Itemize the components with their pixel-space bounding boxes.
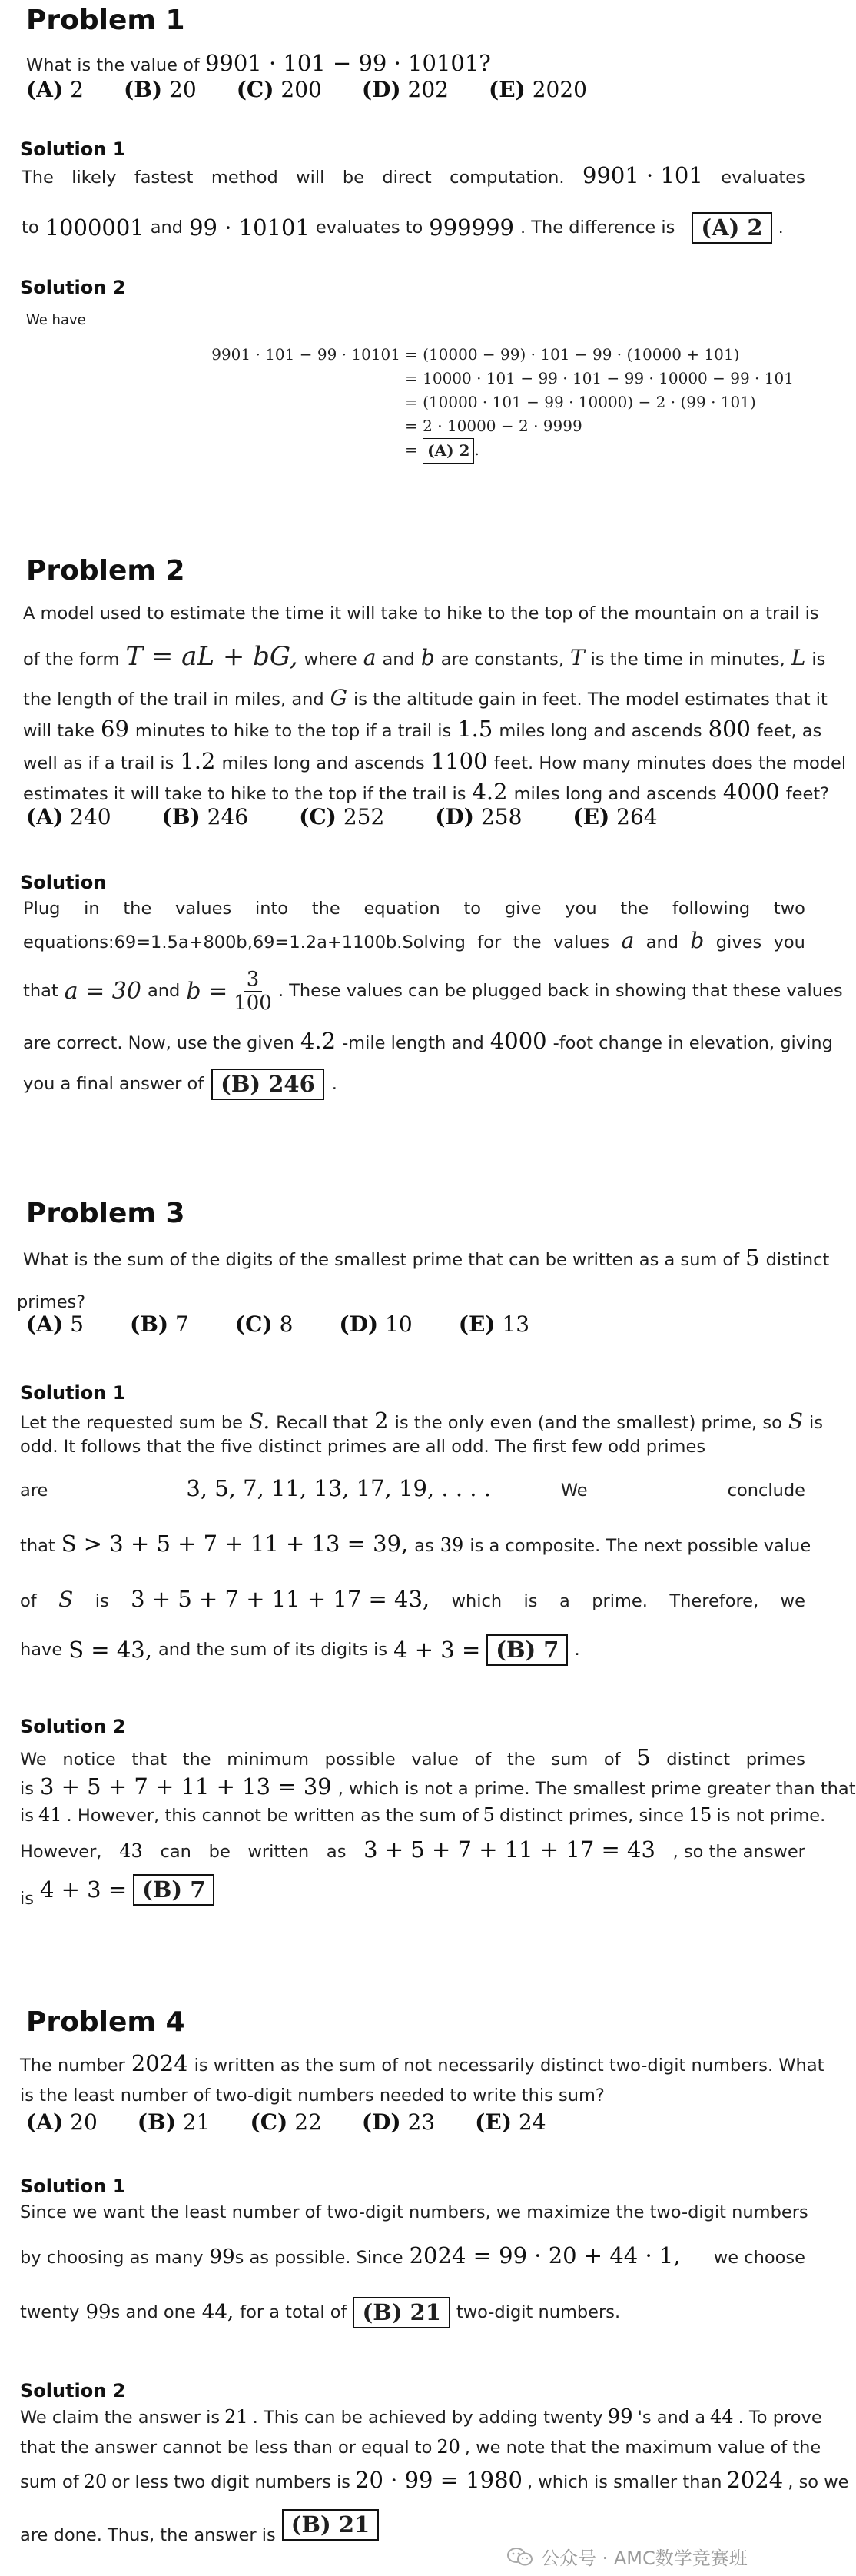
align-row: = (10000 · 101 − 99 · 10000) − 2 · (99 · 101) — [405, 393, 756, 411]
question-text: What is the value of — [26, 55, 200, 75]
choice-a: (A) 5 — [26, 1311, 84, 1337]
p3-s2-line-3: is 41 . However, this cannot be written as the sum of 5 distinct primes, since 15 is not prime. — [20, 1804, 826, 1826]
p4-s2-line-1: We claim the answer is 21 . This can be achieved by adding twenty 99 's and a 44 . To prove — [20, 2405, 822, 2428]
p3-s2-line-1: We notice that the minimum possible value of the sum of 5 distinct primes — [20, 1744, 805, 1770]
choice-d: (D) 23 — [361, 2109, 436, 2135]
problem-2-choices — [26, 804, 698, 829]
choice-a: (A) 2 — [26, 77, 84, 102]
choice-c: (C) 252 — [299, 804, 385, 829]
choice-d: (D) 10 — [339, 1311, 413, 1337]
choice-c: (C) 22 — [250, 2109, 322, 2135]
choice-a: (A) 20 — [26, 2109, 98, 2135]
answer-box: (A) 2 — [692, 212, 771, 244]
p3-solution-2-title: Solution 2 — [20, 1716, 126, 1737]
problem-2-title: Problem 2 — [26, 555, 185, 587]
p4-s1-line-3: twenty 99 s and one 44, for a total of (B) 21 two-digit numbers. — [20, 2297, 620, 2328]
p4-solution-2-title: Solution 2 — [20, 2380, 126, 2401]
p3-s1-line-3: are 3, 5, 7, 11, 13, 17, 19, . . . . We conclude — [20, 1475, 805, 1501]
align-row: = 2 · 10000 − 2 · 9999 — [405, 417, 582, 435]
choice-e: (E) 264 — [572, 804, 658, 829]
problem-1-title: Problem 1 — [26, 5, 185, 36]
choice-c: (C) 200 — [236, 77, 322, 102]
p3-s1-line-2: odd. It follows that the five distinct primes are all odd. The first few odd primes — [20, 1437, 706, 1457]
p2-sol-line-2: equations:69=1.5a+800b,69=1.2a+1100b.Solving for the values a and b gives you — [23, 928, 805, 953]
p3-s1-line-5: of S is 3 + 5 + 7 + 11 + 17 = 43, which is a prime. Therefore, we — [20, 1586, 805, 1612]
choice-d: (D) 258 — [435, 804, 523, 829]
p2-sol-line-5: you a final answer of (B) 246 . — [23, 1069, 337, 1100]
p4-s1-line-2: by choosing as many 99 s as possible. Since 2024 = 99 · 20 + 44 · 1, we choose — [20, 2242, 805, 2269]
problem-1-question — [26, 49, 491, 78]
p3-question-line-1: What is the sum of the digits of the smallest prime that can be written as a sum of 5 distinct — [23, 1245, 830, 1271]
choice-b: (B) 20 — [123, 77, 197, 102]
answer-box: (B) 21 — [282, 2509, 379, 2541]
p1-solution-1-title: Solution 1 — [20, 138, 126, 160]
answer-box: (B) 7 — [133, 1874, 214, 1906]
p1-s1-line-1: The likely fastest method will be direct computation. 9901 · 101 evaluates — [22, 162, 805, 188]
p3-s2-line-5: is 4 + 3 = (B) 7 — [20, 1874, 214, 1906]
p4-s2-line-4: are done. Thus, the answer is (B) 21 — [20, 2509, 379, 2541]
choice-e: (E) 2020 — [488, 77, 587, 102]
align-row: = 10000 · 101 − 99 · 101 − 99 · 10000 − 99 · 101 — [405, 369, 794, 387]
p4-s2-line-3: sum of 20 or less two digit numbers is 20 · 99 = 1980 , which is smaller than 2024 , so we — [20, 2467, 849, 2493]
p1-s2-align-block — [51, 343, 794, 464]
p1-s2-intro: We have — [26, 312, 86, 328]
answer-box: (B) 21 — [353, 2297, 450, 2328]
p4-solution-1-title: Solution 1 — [20, 2175, 126, 2197]
answer-box: (B) 7 — [486, 1634, 568, 1666]
p1-solution-2-title: Solution 2 — [20, 277, 126, 298]
p4-question-line-2: is the least number of two-digit numbers needed to write this sum? — [20, 2086, 605, 2106]
p3-solution-1-title: Solution 1 — [20, 1382, 126, 1404]
p3-s1-line-6: have S = 43, and the sum of its digits is 4 + 3 = (B) 7 . — [20, 1634, 580, 1666]
p1-s1-line-2: to 1000001 and 99 · 10101 evaluates to 999999 . The difference is (A) 2 . — [22, 212, 784, 244]
align-row: = (A) 2 . — [51, 438, 794, 464]
p2-sol-line-4: are correct. Now, use the given 4.2 -mile length and 4000 -foot change in elevation, giving — [23, 1028, 833, 1054]
watermark — [507, 2543, 748, 2570]
p2-question-line-3: the length of the trail in miles, and G is the altitude gain in feet. The model estimates that it — [23, 685, 828, 710]
answer-box: (B) 246 — [211, 1069, 324, 1100]
p3-s1-line-1: Let the requested sum be S. Recall that 2 is the only even (and the smallest) prime, so S is — [20, 1408, 824, 1434]
p4-s2-line-2: that the answer cannot be less than or equal to 20 , we note that the maximum value of the — [20, 2436, 821, 2458]
watermark-text: 公众号 · AMC数学竞赛班 — [541, 2548, 748, 2569]
p2-question-line-1: A model used to estimate the time it will take to hike to the top of the mountain on a trail is — [23, 603, 819, 623]
p2-sol-line-3: that a = 30 and b = $\frac{3}{100}$ . These values can be plugged back in showing that these values — [23, 968, 843, 1015]
p4-s1-line-1: Since we want the least number of two-digit numbers, we maximize the two-digit numbers — [20, 2202, 808, 2222]
p2-question-line-2: of the form T = aL + bG, where a and b are constants, T is the time in minutes, L is — [23, 641, 826, 672]
answer-box: (A) 2 — [423, 438, 474, 464]
choice-e: (E) 24 — [475, 2109, 546, 2135]
p3-question-line-2: primes? — [17, 1292, 86, 1312]
choice-d: (D) 202 — [361, 77, 449, 102]
p2-solution-title: Solution — [20, 872, 107, 893]
choice-b: (B) 246 — [161, 804, 249, 829]
p3-s2-line-2: is 3 + 5 + 7 + 11 + 13 = 39 , which is not a prime. The smallest prime greater than that — [20, 1773, 856, 1800]
p4-question-line-1: The number 2024 is written as the sum of not necessarily distinct two-digit numbers. What — [20, 2050, 824, 2076]
p2-question-line-4: will take 69 minutes to hike to the top if a trail is 1.5 miles long and ascends 800 feet, as — [23, 716, 822, 742]
p3-s2-line-4: However, 43 can be written as 3 + 5 + 7 + 11 + 17 = 43 , so the answer — [20, 1836, 805, 1863]
fraction: $\frac{3}{100}$ — [234, 968, 272, 1015]
problem-3-choices — [26, 1311, 569, 1337]
choice-a: (A) 240 — [26, 804, 111, 829]
problem-4-choices — [26, 2109, 586, 2135]
p2-sol-line-1: Plug in the values into the equation to give you the following two — [23, 899, 805, 919]
align-row: 9901 · 101 − 99 · 10101 = (10000 − 99) · 101 − 99 · (10000 + 101) — [211, 345, 740, 364]
problem-3-title: Problem 3 — [26, 1198, 185, 1229]
wechat-logo-icon — [507, 2548, 533, 2566]
choice-c: (C) 8 — [234, 1311, 294, 1337]
p3-s1-line-4: that S > 3 + 5 + 7 + 11 + 13 = 39, as 39 is a composite. The next possible value — [20, 1531, 811, 1557]
p2-question-line-5: well as if a trail is 1.2 miles long and ascends 1100 feet. How many minutes does the model — [23, 748, 847, 774]
problem-4-title: Problem 4 — [26, 2006, 185, 2038]
choice-b: (B) 7 — [129, 1311, 189, 1337]
problem-1-choices — [26, 77, 627, 102]
choice-e: (E) 13 — [458, 1311, 530, 1337]
question-math: 9901 · 101 − 99 · 10101? — [204, 50, 491, 76]
choice-b: (B) 21 — [137, 2109, 211, 2135]
p2-question-line-6: estimates it will take to hike to the top if the trail is 4.2 miles long and ascends 4000 feet? — [23, 779, 830, 805]
